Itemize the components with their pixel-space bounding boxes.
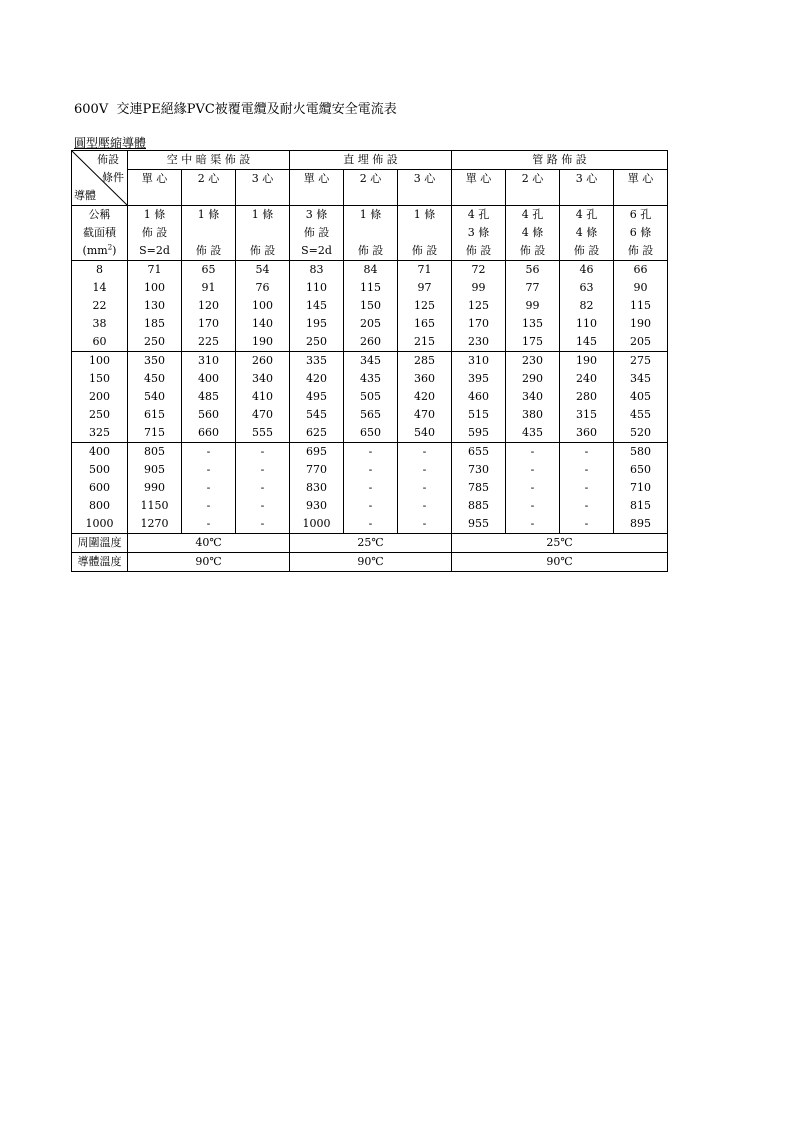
ampacity-cell: 565 bbox=[344, 406, 398, 424]
ampacity-cell: 175 bbox=[506, 333, 560, 352]
ampacity-cell: 785 bbox=[452, 479, 506, 497]
ampacity-cell: 250 bbox=[290, 333, 344, 352]
corner-label-condition: 條件 bbox=[102, 171, 124, 184]
ampacity-cell: 240 bbox=[560, 370, 614, 388]
layout-condition-line: 1 條 bbox=[251, 208, 274, 221]
ampacity-cell: - bbox=[506, 515, 560, 534]
ampacity-cell: 46 bbox=[560, 261, 614, 280]
table-row bbox=[72, 406, 668, 424]
ampacity-cell: 97 bbox=[398, 279, 452, 297]
ampacity-cell: 560 bbox=[182, 406, 236, 424]
ampacity-cell: 905 bbox=[128, 461, 182, 479]
ampacity-cell: 540 bbox=[128, 388, 182, 406]
layout-condition-line: 佈 設 bbox=[303, 226, 330, 239]
ampacity-cell: 815 bbox=[614, 497, 668, 515]
conductor-size-cell: 8 bbox=[72, 261, 128, 280]
layout-condition-line: 1 條 bbox=[197, 208, 220, 221]
ampacity-cell: - bbox=[182, 479, 236, 497]
ampacity-cell: 99 bbox=[452, 279, 506, 297]
ampacity-cell: - bbox=[506, 497, 560, 515]
ampacity-cell: 650 bbox=[614, 461, 668, 479]
ampacity-cell: 65 bbox=[182, 261, 236, 280]
ampacity-cell: 100 bbox=[128, 279, 182, 297]
layout-condition-line: 4 孔 bbox=[575, 208, 598, 221]
layout-condition-line: 佈 設 bbox=[357, 244, 384, 257]
layout-condition-line: 佈 設 bbox=[141, 226, 168, 239]
ampacity-cell: 66 bbox=[614, 261, 668, 280]
ampacity-cell: 335 bbox=[290, 352, 344, 371]
ambient-temperature-row-label: 周圍溫度 bbox=[72, 534, 128, 553]
ampacity-cell: 190 bbox=[614, 315, 668, 333]
ampacity-cell: 770 bbox=[290, 461, 344, 479]
ampacity-cell: 71 bbox=[128, 261, 182, 280]
ampacity-cell: 77 bbox=[506, 279, 560, 297]
table-row bbox=[72, 315, 668, 333]
ampacity-cell: 350 bbox=[128, 352, 182, 371]
table-row bbox=[72, 333, 668, 352]
ampacity-cell: 190 bbox=[560, 352, 614, 371]
ampacity-cell: 395 bbox=[452, 370, 506, 388]
ampacity-cell: 195 bbox=[290, 315, 344, 333]
ampacity-cell: 170 bbox=[182, 315, 236, 333]
ambient-temperature-row-value: 25℃ bbox=[290, 534, 452, 553]
conductor-size-cell: 800 bbox=[72, 497, 128, 515]
header-row-groups bbox=[72, 151, 668, 170]
ampacity-cell: 230 bbox=[506, 352, 560, 371]
conductor-size-cell: 500 bbox=[72, 461, 128, 479]
ampacity-cell: 805 bbox=[128, 443, 182, 462]
ampacity-cell: 315 bbox=[560, 406, 614, 424]
layout-condition-line: 4 條 bbox=[521, 226, 544, 239]
ampacity-cell: 82 bbox=[560, 297, 614, 315]
ampacity-cell: - bbox=[560, 461, 614, 479]
ampacity-cell: 405 bbox=[614, 388, 668, 406]
layout-condition-line bbox=[398, 224, 451, 242]
ampacity-cell: 515 bbox=[452, 406, 506, 424]
layout-condition-cell bbox=[452, 206, 506, 261]
core-count-header: 單 心 bbox=[290, 170, 344, 206]
ampacity-cell: 99 bbox=[506, 297, 560, 315]
core-count-header: 3 心 bbox=[236, 170, 290, 206]
ampacity-cell: 140 bbox=[236, 315, 290, 333]
layout-condition-line: 3 條 bbox=[467, 226, 490, 239]
conductor-temperature-row-value: 90℃ bbox=[290, 553, 452, 572]
ampacity-cell: 84 bbox=[344, 261, 398, 280]
table-row bbox=[72, 424, 668, 443]
ampacity-cell: 360 bbox=[560, 424, 614, 443]
size-label-area: 截面積 bbox=[83, 226, 116, 239]
ampacity-cell: - bbox=[398, 497, 452, 515]
header-corner-cell bbox=[72, 151, 128, 206]
core-count-header: 2 心 bbox=[506, 170, 560, 206]
ampacity-cell: 595 bbox=[452, 424, 506, 443]
group-header-conduit: 管 路 佈 設 bbox=[452, 151, 668, 170]
layout-condition-line: S=2d bbox=[139, 244, 170, 257]
ampacity-cell: - bbox=[182, 461, 236, 479]
ampacity-cell: 540 bbox=[398, 424, 452, 443]
ampacity-cell: 470 bbox=[236, 406, 290, 424]
layout-condition-cell bbox=[128, 206, 182, 261]
ampacity-cell: 115 bbox=[344, 279, 398, 297]
ampacity-cell: 275 bbox=[614, 352, 668, 371]
layout-condition-line: 1 條 bbox=[359, 208, 382, 221]
group-header-air: 空 中 暗 渠 佈 設 bbox=[128, 151, 290, 170]
ampacity-cell: - bbox=[398, 443, 452, 462]
ampacity-cell: 460 bbox=[452, 388, 506, 406]
table-row bbox=[72, 479, 668, 497]
layout-condition-line: 3 條 bbox=[305, 208, 328, 221]
conductor-temperature-row-value: 90℃ bbox=[128, 553, 290, 572]
core-count-header: 3 心 bbox=[560, 170, 614, 206]
ampacity-cell: 470 bbox=[398, 406, 452, 424]
ambient-temperature-row bbox=[72, 534, 668, 553]
layout-condition-cell bbox=[506, 206, 560, 261]
layout-condition-line: 佈 設 bbox=[465, 244, 492, 257]
ampacity-cell: 435 bbox=[344, 370, 398, 388]
ampacity-cell: - bbox=[236, 497, 290, 515]
ampacity-cell: 145 bbox=[290, 297, 344, 315]
ampacity-cell: 495 bbox=[290, 388, 344, 406]
conductor-temperature-row bbox=[72, 553, 668, 572]
ampacity-cell: 71 bbox=[398, 261, 452, 280]
table-row bbox=[72, 370, 668, 388]
ampacity-cell: 205 bbox=[344, 315, 398, 333]
table-row bbox=[72, 443, 668, 462]
ampacity-cell: 340 bbox=[236, 370, 290, 388]
layout-condition-line: 佈 設 bbox=[627, 244, 654, 257]
ampacity-cell: 380 bbox=[506, 406, 560, 424]
ampacity-cell: 225 bbox=[182, 333, 236, 352]
ampacity-cell: 990 bbox=[128, 479, 182, 497]
ampacity-cell: 260 bbox=[236, 352, 290, 371]
table-row bbox=[72, 388, 668, 406]
ampacity-cell: 54 bbox=[236, 261, 290, 280]
ampacity-cell: 345 bbox=[344, 352, 398, 371]
ampacity-cell: 165 bbox=[398, 315, 452, 333]
ampacity-cell: 715 bbox=[128, 424, 182, 443]
layout-condition-line bbox=[182, 224, 235, 242]
conductor-size-cell: 14 bbox=[72, 279, 128, 297]
layout-condition-line: 1 條 bbox=[413, 208, 436, 221]
layout-condition-line: 佈 設 bbox=[249, 244, 276, 257]
ampacity-cell: 1000 bbox=[290, 515, 344, 534]
ampacity-cell: 310 bbox=[182, 352, 236, 371]
layout-condition-line: 佈 設 bbox=[519, 244, 546, 257]
layout-condition-cell bbox=[398, 206, 452, 261]
ampacity-cell: 125 bbox=[398, 297, 452, 315]
ampacity-cell: 420 bbox=[398, 388, 452, 406]
ampacity-cell: 250 bbox=[128, 333, 182, 352]
header-row-layout bbox=[72, 206, 668, 261]
ampacity-cell: 150 bbox=[344, 297, 398, 315]
ampacity-cell: - bbox=[236, 461, 290, 479]
table-row bbox=[72, 261, 668, 280]
ampacity-cell: 215 bbox=[398, 333, 452, 352]
table-row bbox=[72, 461, 668, 479]
ampacity-cell: - bbox=[506, 461, 560, 479]
ampacity-cell: - bbox=[560, 515, 614, 534]
ampacity-cell: 410 bbox=[236, 388, 290, 406]
conductor-size-cell: 22 bbox=[72, 297, 128, 315]
ampacity-cell: 170 bbox=[452, 315, 506, 333]
layout-condition-cell bbox=[236, 206, 290, 261]
ampacity-cell: - bbox=[344, 443, 398, 462]
ampacity-cell: 885 bbox=[452, 497, 506, 515]
ampacity-cell: - bbox=[398, 515, 452, 534]
ampacity-cell: 545 bbox=[290, 406, 344, 424]
ampacity-cell: 555 bbox=[236, 424, 290, 443]
corner-label-conductor: 導體 bbox=[74, 189, 96, 202]
ampacity-cell: 230 bbox=[452, 333, 506, 352]
size-label-cell bbox=[72, 206, 128, 261]
layout-condition-line: 6 孔 bbox=[629, 208, 652, 221]
ampacity-cell: 110 bbox=[560, 315, 614, 333]
layout-condition-line: 4 條 bbox=[575, 226, 598, 239]
ampacity-cell: 520 bbox=[614, 424, 668, 443]
ampacity-cell: 730 bbox=[452, 461, 506, 479]
conductor-size-cell: 325 bbox=[72, 424, 128, 443]
ampacity-cell: - bbox=[182, 515, 236, 534]
conductor-temperature-row-value: 90℃ bbox=[452, 553, 668, 572]
ampacity-cell: 710 bbox=[614, 479, 668, 497]
table-row bbox=[72, 497, 668, 515]
conductor-size-cell: 100 bbox=[72, 352, 128, 371]
layout-condition-line: 4 孔 bbox=[521, 208, 544, 221]
layout-condition-cell bbox=[560, 206, 614, 261]
layout-condition-line: S=2d bbox=[301, 244, 332, 257]
core-count-header: 3 心 bbox=[398, 170, 452, 206]
conductor-size-cell: 60 bbox=[72, 333, 128, 352]
ampacity-cell: 485 bbox=[182, 388, 236, 406]
ampacity-cell: - bbox=[182, 443, 236, 462]
ampacity-cell: 930 bbox=[290, 497, 344, 515]
ampacity-cell: 955 bbox=[452, 515, 506, 534]
ampacity-cell: - bbox=[182, 497, 236, 515]
ampacity-cell: 100 bbox=[236, 297, 290, 315]
layout-condition-line bbox=[344, 224, 397, 242]
ampacity-cell: 90 bbox=[614, 279, 668, 297]
group-header-buried: 直 埋 佈 設 bbox=[290, 151, 452, 170]
ampacity-cell: - bbox=[398, 479, 452, 497]
layout-condition-line: 6 條 bbox=[629, 226, 652, 239]
ampacity-cell: 135 bbox=[506, 315, 560, 333]
page-title: 600V 交連PE絕緣PVC被覆電纜及耐火電纜安全電流表 bbox=[74, 102, 397, 117]
layout-condition-line: 佈 設 bbox=[411, 244, 438, 257]
ampacity-cell: 505 bbox=[344, 388, 398, 406]
ampacity-cell: 1150 bbox=[128, 497, 182, 515]
ampacity-cell: - bbox=[560, 479, 614, 497]
ampacity-cell: - bbox=[236, 443, 290, 462]
ampacity-cell: 660 bbox=[182, 424, 236, 443]
layout-condition-cell bbox=[344, 206, 398, 261]
conductor-size-cell: 250 bbox=[72, 406, 128, 424]
size-label-unit: $(mm^2)$ bbox=[82, 243, 117, 257]
ampacity-cell: 400 bbox=[182, 370, 236, 388]
ampacity-cell: 290 bbox=[506, 370, 560, 388]
conductor-size-cell: 600 bbox=[72, 479, 128, 497]
table-subtitle: 圓型壓縮導體 bbox=[74, 136, 147, 150]
ambient-temperature-row-value: 25℃ bbox=[452, 534, 668, 553]
ampacity-cell: 895 bbox=[614, 515, 668, 534]
ampacity-cell: - bbox=[344, 515, 398, 534]
ampacity-cell: 205 bbox=[614, 333, 668, 352]
ampacity-cell: 76 bbox=[236, 279, 290, 297]
ampacity-cell: 830 bbox=[290, 479, 344, 497]
ampacity-cell: 450 bbox=[128, 370, 182, 388]
ampacity-cell: 190 bbox=[236, 333, 290, 352]
ampacity-cell: 625 bbox=[290, 424, 344, 443]
table-row bbox=[72, 515, 668, 534]
conductor-size-cell: 1000 bbox=[72, 515, 128, 534]
layout-condition-cell bbox=[614, 206, 668, 261]
table-row bbox=[72, 279, 668, 297]
ampacity-cell: 125 bbox=[452, 297, 506, 315]
ampacity-cell: 185 bbox=[128, 315, 182, 333]
ampacity-cell: 260 bbox=[344, 333, 398, 352]
ampacity-cell: 580 bbox=[614, 443, 668, 462]
ampacity-cell: 56 bbox=[506, 261, 560, 280]
core-count-header: 單 心 bbox=[128, 170, 182, 206]
ampacity-cell: 63 bbox=[560, 279, 614, 297]
ampacity-cell: - bbox=[344, 497, 398, 515]
layout-condition-line bbox=[236, 224, 289, 242]
ampacity-cell: 280 bbox=[560, 388, 614, 406]
ampacity-cell: 310 bbox=[452, 352, 506, 371]
ampacity-cell: 120 bbox=[182, 297, 236, 315]
ampacity-cell: - bbox=[398, 461, 452, 479]
layout-condition-line: 佈 設 bbox=[195, 244, 222, 257]
core-count-header: 單 心 bbox=[452, 170, 506, 206]
ampacity-cell: 285 bbox=[398, 352, 452, 371]
ampacity-cell: 435 bbox=[506, 424, 560, 443]
layout-condition-line: 佈 設 bbox=[573, 244, 600, 257]
table-row bbox=[72, 352, 668, 371]
layout-condition-line: 1 條 bbox=[143, 208, 166, 221]
corner-label-layout: 佈設 bbox=[97, 153, 119, 166]
ampacity-table bbox=[71, 150, 668, 572]
ampacity-cell: 695 bbox=[290, 443, 344, 462]
ampacity-cell: 91 bbox=[182, 279, 236, 297]
core-count-header: 單 心 bbox=[614, 170, 668, 206]
header-row-cores bbox=[72, 170, 668, 206]
ampacity-cell: - bbox=[236, 515, 290, 534]
ampacity-cell: 615 bbox=[128, 406, 182, 424]
conductor-size-cell: 200 bbox=[72, 388, 128, 406]
ampacity-cell: 360 bbox=[398, 370, 452, 388]
ampacity-cell: - bbox=[506, 479, 560, 497]
layout-condition-cell bbox=[182, 206, 236, 261]
ampacity-cell: - bbox=[236, 479, 290, 497]
ampacity-cell: 72 bbox=[452, 261, 506, 280]
core-count-header: 2 心 bbox=[182, 170, 236, 206]
ampacity-cell: 655 bbox=[452, 443, 506, 462]
ampacity-cell: 340 bbox=[506, 388, 560, 406]
conductor-temperature-row-label: 導體溫度 bbox=[72, 553, 128, 572]
ampacity-cell: 110 bbox=[290, 279, 344, 297]
ampacity-cell: 1270 bbox=[128, 515, 182, 534]
ampacity-cell: - bbox=[560, 497, 614, 515]
conductor-size-cell: 400 bbox=[72, 443, 128, 462]
conductor-size-cell: 38 bbox=[72, 315, 128, 333]
conductor-size-cell: 150 bbox=[72, 370, 128, 388]
table-row bbox=[72, 297, 668, 315]
layout-condition-cell bbox=[290, 206, 344, 261]
ampacity-cell: 650 bbox=[344, 424, 398, 443]
ampacity-cell: 345 bbox=[614, 370, 668, 388]
ampacity-cell: 130 bbox=[128, 297, 182, 315]
ampacity-cell: - bbox=[344, 461, 398, 479]
layout-condition-line: 4 孔 bbox=[467, 208, 490, 221]
ampacity-cell: - bbox=[506, 443, 560, 462]
ampacity-cell: 420 bbox=[290, 370, 344, 388]
ampacity-cell: 455 bbox=[614, 406, 668, 424]
size-label-nominal: 公稱 bbox=[88, 208, 111, 221]
ampacity-cell: - bbox=[560, 443, 614, 462]
ampacity-cell: 115 bbox=[614, 297, 668, 315]
core-count-header: 2 心 bbox=[344, 170, 398, 206]
ampacity-cell: 83 bbox=[290, 261, 344, 280]
ampacity-cell: - bbox=[344, 479, 398, 497]
ambient-temperature-row-value: 40℃ bbox=[128, 534, 290, 553]
ampacity-cell: 145 bbox=[560, 333, 614, 352]
